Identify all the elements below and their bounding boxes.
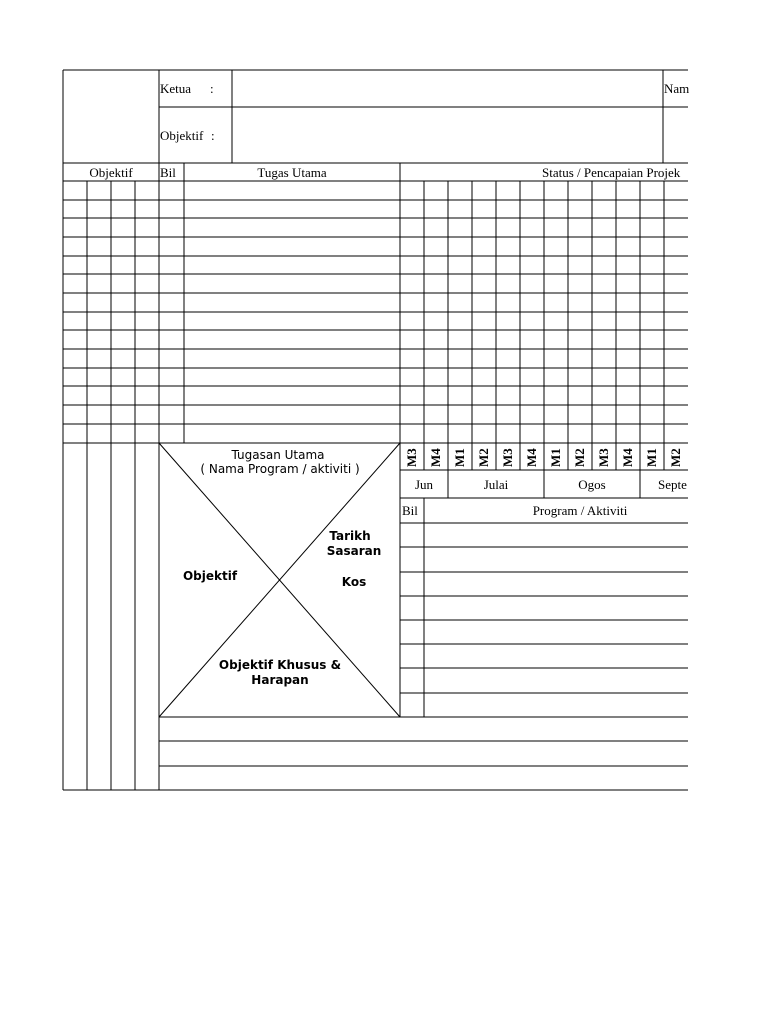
week-label: M1	[644, 448, 659, 467]
week-label: M3	[404, 448, 419, 467]
program-bil-header: Bil	[402, 503, 418, 518]
ketua-colon: :	[210, 81, 214, 96]
week-label: M1	[548, 448, 563, 467]
objektif-colon: :	[211, 128, 215, 143]
week-label: M3	[596, 448, 611, 467]
month-julai: Julai	[483, 477, 509, 492]
objektif-column-header: Objektif	[89, 165, 133, 180]
diagram-title-line1: Tugasan Utama	[231, 448, 325, 462]
week-label: M2	[572, 448, 587, 467]
week-label: M2	[668, 448, 683, 467]
week-label: M4	[524, 448, 539, 467]
diagram-right-sasaran: Sasaran	[326, 544, 382, 558]
tugas-utama-column-header: Tugas Utama	[257, 165, 327, 180]
diagram-title-line2: ( Nama Program / aktiviti )	[200, 462, 360, 476]
bil-column-header: Bil	[160, 165, 176, 180]
diagram-bottom-line2: Harapan	[251, 673, 309, 687]
diagram-left-label: Objektif	[182, 569, 238, 583]
nama-label: Nam	[664, 81, 690, 96]
week-label: M1	[452, 448, 467, 467]
month-september: Septe	[658, 477, 687, 492]
diagram-right-tarikh: Tarikh	[329, 529, 371, 543]
ketua-label: Ketua	[160, 81, 192, 96]
objektif-label: Objektif	[160, 128, 204, 143]
week-label: M3	[500, 448, 515, 467]
diagram-right-kos: Kos	[341, 575, 367, 589]
week-label: M4	[620, 448, 635, 467]
status-column-header: Status / Pencapaian Projek	[542, 165, 681, 180]
week-label: M2	[476, 448, 491, 467]
week-label: M4	[428, 448, 443, 467]
month-ogos: Ogos	[578, 477, 606, 492]
month-jun: Jun	[414, 477, 434, 492]
diagram-bottom-line1: Objektif Khusus &	[218, 658, 342, 672]
program-aktiviti-header: Program / Aktiviti	[532, 503, 628, 518]
